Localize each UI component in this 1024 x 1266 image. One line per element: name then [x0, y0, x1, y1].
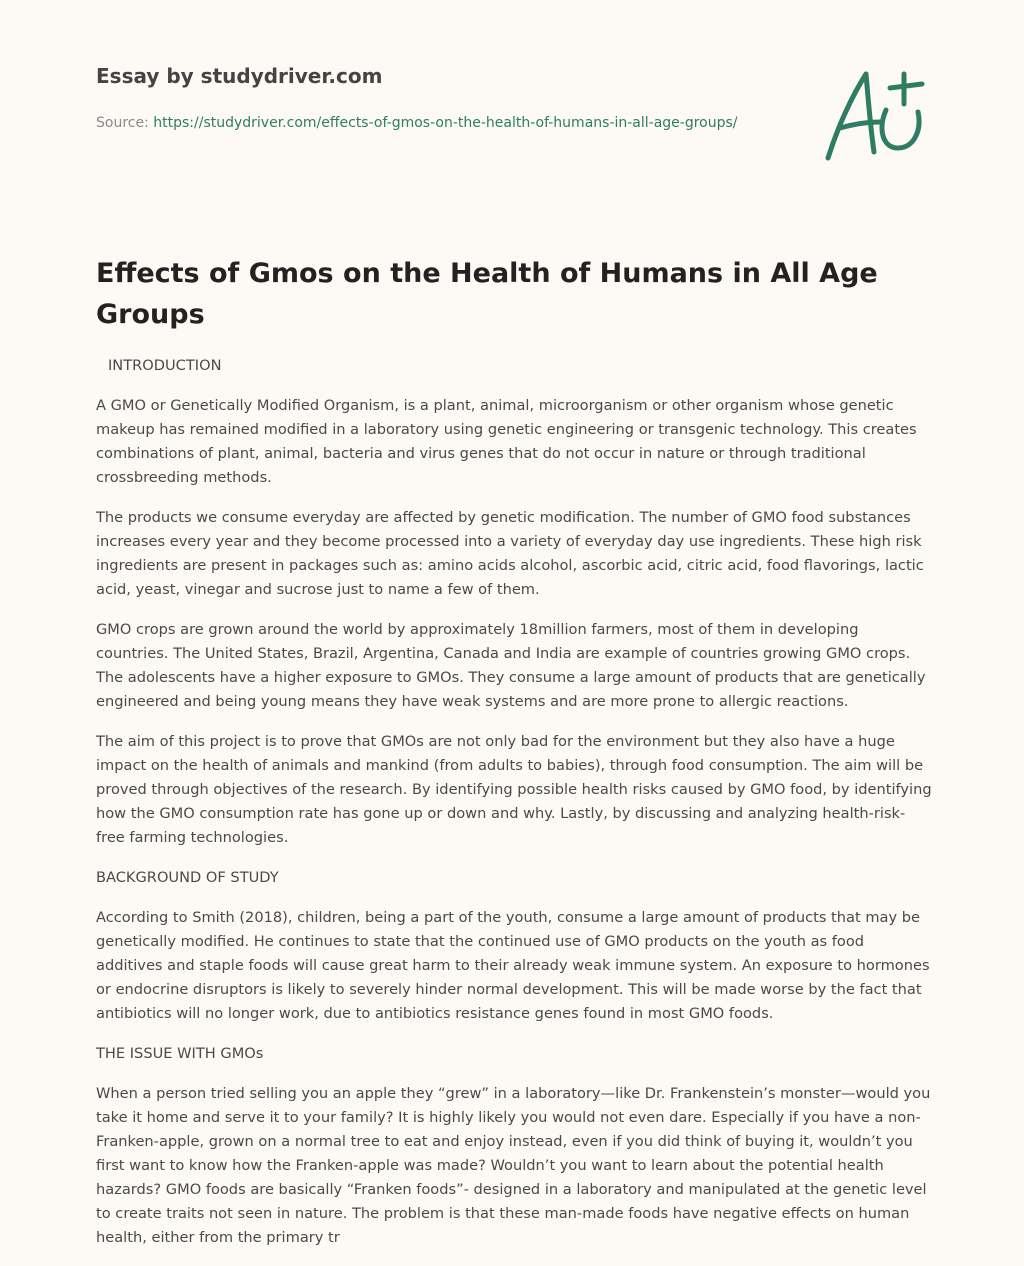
essay-title: Effects of Gmos on the Health of Humans in All Age Groups	[96, 258, 878, 330]
a-plus-logo-icon	[818, 66, 930, 166]
a-plus-logo	[818, 66, 930, 166]
paragraph: GMO crops are grown around the world by approximately 18million farmers, most of them in developing countries. The United States, Brazil, Argentina, Canada and India are example of countries growing GMO crops. The adolescents have a higher exposure to GMOs. They consume a large amount of products that are genetically engineered and being young means they have weak systems and are more prone to allergic reactions.	[96, 621, 926, 710]
paragraph: A GMO or Genetically Modified Organism, is a plant, animal, microorganism or other organism whose genetic makeup has remained modified in a laboratory using genetic engineering or transgenic technology. This creates combinations of plant, animal, bacteria and virus genes that do not occur in nature or through traditional crossbreeding methods.	[96, 397, 917, 486]
site-brand: Essay by studydriver.com	[96, 64, 383, 88]
section-heading-introduction: INTRODUCTION	[108, 357, 222, 374]
essay-body	[96, 354, 932, 1266]
paragraph: According to Smith (2018), children, being a part of the youth, consume a large amount of products that may be genetically modified. He continues to state that the continued use of GMO products on the youth as food additives and staple foods will cause great harm to their already weak immune system. An exposure to hormones or endocrine disruptors is likely to severely hinder normal development. This will be made worse by the fact that antibiotics will no longer work, due to antibiotics resistance genes found in most GMO foods.	[96, 909, 930, 1022]
source-line	[96, 111, 776, 135]
paragraph: When a person tried selling you an apple they “grew” in a laboratory—like Dr. Frankenstein’s monster—would you take it home and serve it to your family? It is highly likely you would not even dare. Especially if you have a non-Franken-apple, grown on a normal tree to eat and enjoy instead, even if you did think of buying it, wouldn’t you first want to know how the Franken-apple was made? Wouldn’t you want to learn about the potential health hazards? GMO foods are basically “Franken foods”- designed in a laboratory and manipulated at the genetic level to create traits not seen in nature. The problem is that these man-made foods have negative effects on human health, either from the primary tr	[96, 1085, 931, 1246]
section-heading-background: BACKGROUND OF STUDY	[96, 869, 279, 886]
paragraph: The aim of this project is to prove that GMOs are not only bad for the environment but they also have a huge impact on the health of animals and mankind (from adults to babies), through food consumption. The aim will be proved through objectives of the research. By identifying possible health risks caused by GMO food, by identifying how the GMO consumption rate has gone up or down and why. Lastly, by discussing and analyzing health-risk-free farming technologies.	[96, 733, 932, 846]
paragraph: The products we consume everyday are affected by genetic modification. The number of GMO food substances increases every year and they become processed into a variety of everyday day use ingredients. These high risk ingredients are present in packages such as: amino acids alcohol, ascorbic acid, citric acid, food flavorings, lactic acid, yeast, vinegar and sucrose just to name a few of them.	[96, 509, 924, 598]
source-label: Source:	[96, 115, 149, 131]
section-heading-issue: THE ISSUE WITH GMOs	[96, 1045, 264, 1062]
source-link[interactable]: https://studydriver.com/effects-of-gmos-on-the-health-of-humans-in-all-age-groups/	[153, 115, 738, 131]
